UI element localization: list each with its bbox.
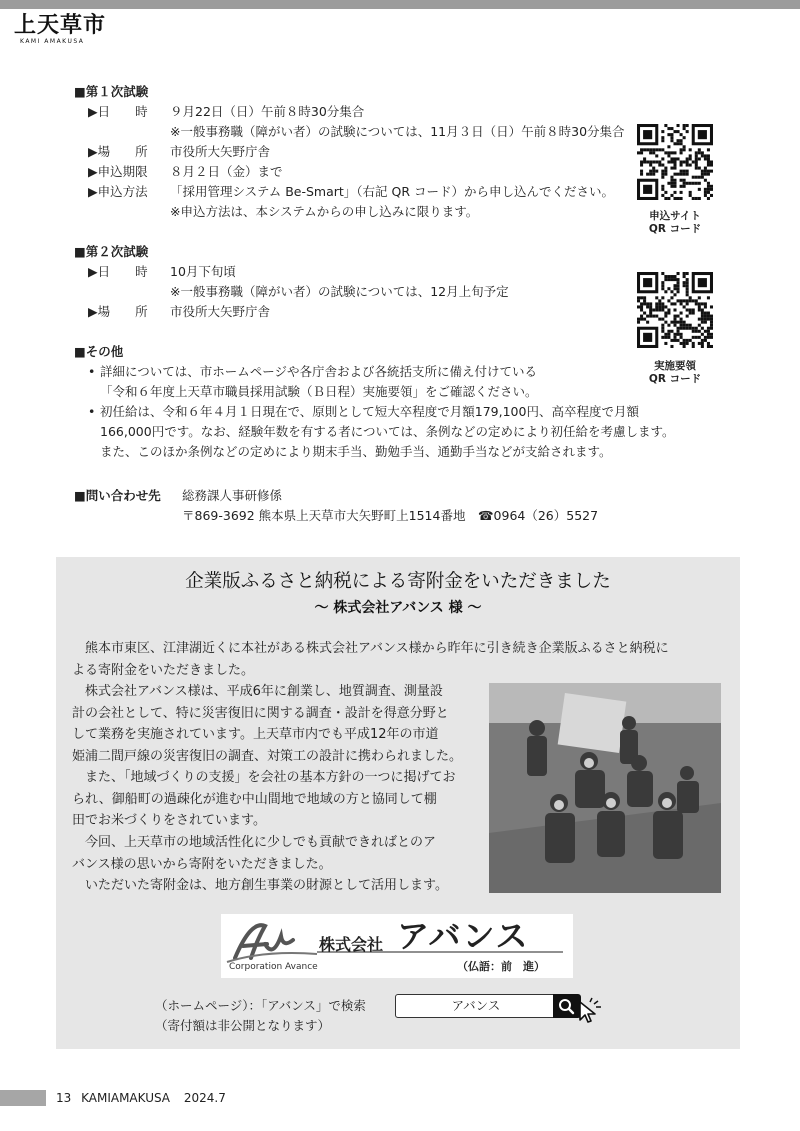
other-bullet-2-line2: 166,000円です。なお、経験年数を有する者については、条例などの定めにより初任給を考慮します。	[100, 424, 675, 439]
group-photo	[489, 683, 721, 893]
avance-logo	[221, 914, 573, 978]
group-photo-drawing	[489, 683, 721, 893]
text-line: 計の会社として、特に災害復旧に関する調査・設計を得意分野と	[72, 705, 449, 721]
other-bullet-1-line1: 詳細については、市ホームページや各庁舎および各統括支所に備え付けている	[100, 364, 538, 379]
exam2-heading: ■第２次試験	[74, 244, 149, 259]
text-line: 姫浦二間戸線の災害復旧の調査、対策工の設計に携わられました。	[72, 748, 463, 764]
exam1-place-label: ▶場 所	[88, 144, 148, 159]
page-footer	[56, 1089, 226, 1107]
text-line: 田でお米づくりをされています。	[72, 813, 266, 828]
contact-department: 総務課人事研修係	[182, 488, 283, 503]
bullet-dot: •	[88, 364, 96, 379]
text-line: よる寄附金をいただきました。	[72, 662, 255, 678]
exam1-method-label: ▶申込方法	[88, 184, 148, 199]
exam2-date-row	[74, 262, 509, 282]
bullet-dot: •	[88, 404, 96, 419]
exam2-date-value: 10月下旬頃	[170, 264, 236, 279]
exam1-section	[74, 82, 625, 222]
donation-title: 企業版ふるさと納税による寄附金をいただきました	[185, 571, 611, 592]
other-bullet-2-line1: 初任給は、令和６年４月１日現在で、原則として短大卒程度で月額179,100円、高卒程度で月額	[100, 404, 639, 419]
exam2-place-value: 市役所大矢野庁舎	[170, 304, 271, 319]
application-qr-caption-line1: 申込サイト	[649, 210, 701, 222]
exam2-date-label: ▶日 時	[88, 264, 148, 279]
exam1-place-value: 市役所大矢野庁舎	[170, 144, 271, 159]
other-bullet-1-line2: 「令和６年度上天草市職員採用試験（Ｂ日程）実施要領」をご確認ください。	[100, 384, 538, 399]
search-input[interactable]: アバンス	[395, 994, 557, 1018]
text-line: いただいた寄附金は、地方創生事業の財源として活用します。	[72, 878, 448, 893]
exam1-deadline-row	[74, 162, 625, 182]
contact-label: ■問い合わせ先	[74, 488, 161, 503]
exam1-deadline-value: ８月２日（金）まで	[170, 164, 283, 179]
other-bullet-2-line3: また、このほか条例などの定めにより期末手当、勤勉手当、通勤手当などが支給されます。	[100, 444, 612, 459]
donation-subtitle: ～ 株式会社アバンス 様 ～	[314, 600, 482, 616]
text-line: バンス様の思いから寄附をいただきました。	[72, 856, 332, 872]
footer-bar	[0, 1090, 46, 1106]
avance-company-type: 株式会社	[319, 935, 384, 954]
avance-english-name: Corporation Avance	[229, 962, 318, 972]
donation-paragraph-2	[72, 681, 462, 767]
exam1-heading: ■第１次試験	[74, 84, 149, 99]
guidelines-qr-code[interactable]	[637, 272, 713, 348]
exam2-section	[74, 242, 509, 322]
top-bar	[0, 0, 800, 9]
guidelines-qr-caption-line1: 実施要領	[654, 360, 696, 372]
donation-paragraph-3	[72, 767, 456, 832]
homepage-search-text: （ホームページ）：「アバンス」で検索	[155, 998, 366, 1013]
exam1-place-row	[74, 142, 625, 162]
exam1-deadline-label: ▶申込期限	[88, 164, 148, 179]
text-line: 今回、上天草市の地域活性化に少しでも貢献できればとのア	[72, 835, 437, 850]
exam2-place-row	[74, 302, 509, 322]
city-logo	[14, 14, 124, 48]
guidelines-qr-caption-line2: QR コード	[648, 373, 702, 385]
exam1-date-value: ９月22日（日）午前８時30分集合	[170, 104, 365, 119]
logo-main-text: 上天草市	[14, 13, 107, 38]
contact-address: 〒869-3692 熊本県上天草市大矢野町上1514番地 ☎0964（26）5527	[182, 508, 599, 523]
cursor-click-icon	[574, 994, 606, 1026]
exam1-method-value: 「採用管理システム Be-Smart」（右記 QR コード）から申し込んでください。	[170, 184, 615, 199]
issue-date: 2024.7	[183, 1091, 226, 1105]
text-line: 株式会社アバンス様は、平成6年に創業し、地質調査、測量設	[72, 684, 443, 699]
text-line: られ、御船町の過疎化が進む中山間地で地域の方と協同して棚	[72, 791, 437, 807]
donation-paragraph-5	[72, 875, 448, 897]
application-qr-caption	[620, 210, 730, 236]
page-number: 13	[56, 1091, 72, 1105]
exam2-date-note: ※一般事務職（障がい者）の試験については、12月上旬予定	[170, 284, 509, 299]
text-line: して業務を実施されています。上天草市内でも平成12年の市道	[72, 727, 439, 742]
donation-paragraph-1	[72, 638, 669, 681]
application-qr-caption-line2: QR コード	[648, 223, 702, 235]
other-section	[74, 342, 674, 462]
avance-buddhist-note: （仏語：前 進）	[457, 960, 545, 973]
other-bullet-1	[74, 362, 674, 382]
text-line: 熊本市東区、江津湖近くに本社がある株式会社アバンス様から昨年に引き続き企業版ふるさと納税に	[72, 641, 669, 656]
exam1-date-note: ※一般事務職（障がい者）の試験については、11月３日（日）午前８時30分集合	[170, 124, 625, 139]
exam1-method-note: ※申込方法は、本システムからの申し込みに限ります。	[170, 204, 479, 219]
donation-paragraph-4	[72, 832, 436, 875]
avance-company-name: アバンス	[397, 917, 530, 955]
exam1-date-row	[74, 102, 625, 122]
magazine-name: KAMIAMAKUSA	[81, 1091, 171, 1105]
text-line: また、「地域づくりの支援」を会社の基本方針の一つに掲げてお	[72, 770, 456, 785]
application-qr-code[interactable]	[637, 124, 713, 200]
logo-sub-text: KAMI AMAKUSA	[20, 38, 85, 45]
other-bullet-2	[74, 402, 674, 422]
exam1-date-label: ▶日 時	[88, 104, 148, 119]
exam2-place-label: ▶場 所	[88, 304, 148, 319]
exam1-method-row	[74, 182, 625, 202]
other-heading: ■その他	[74, 344, 124, 359]
donation-amount-note: （寄付額は非公開となります）	[155, 1018, 331, 1033]
